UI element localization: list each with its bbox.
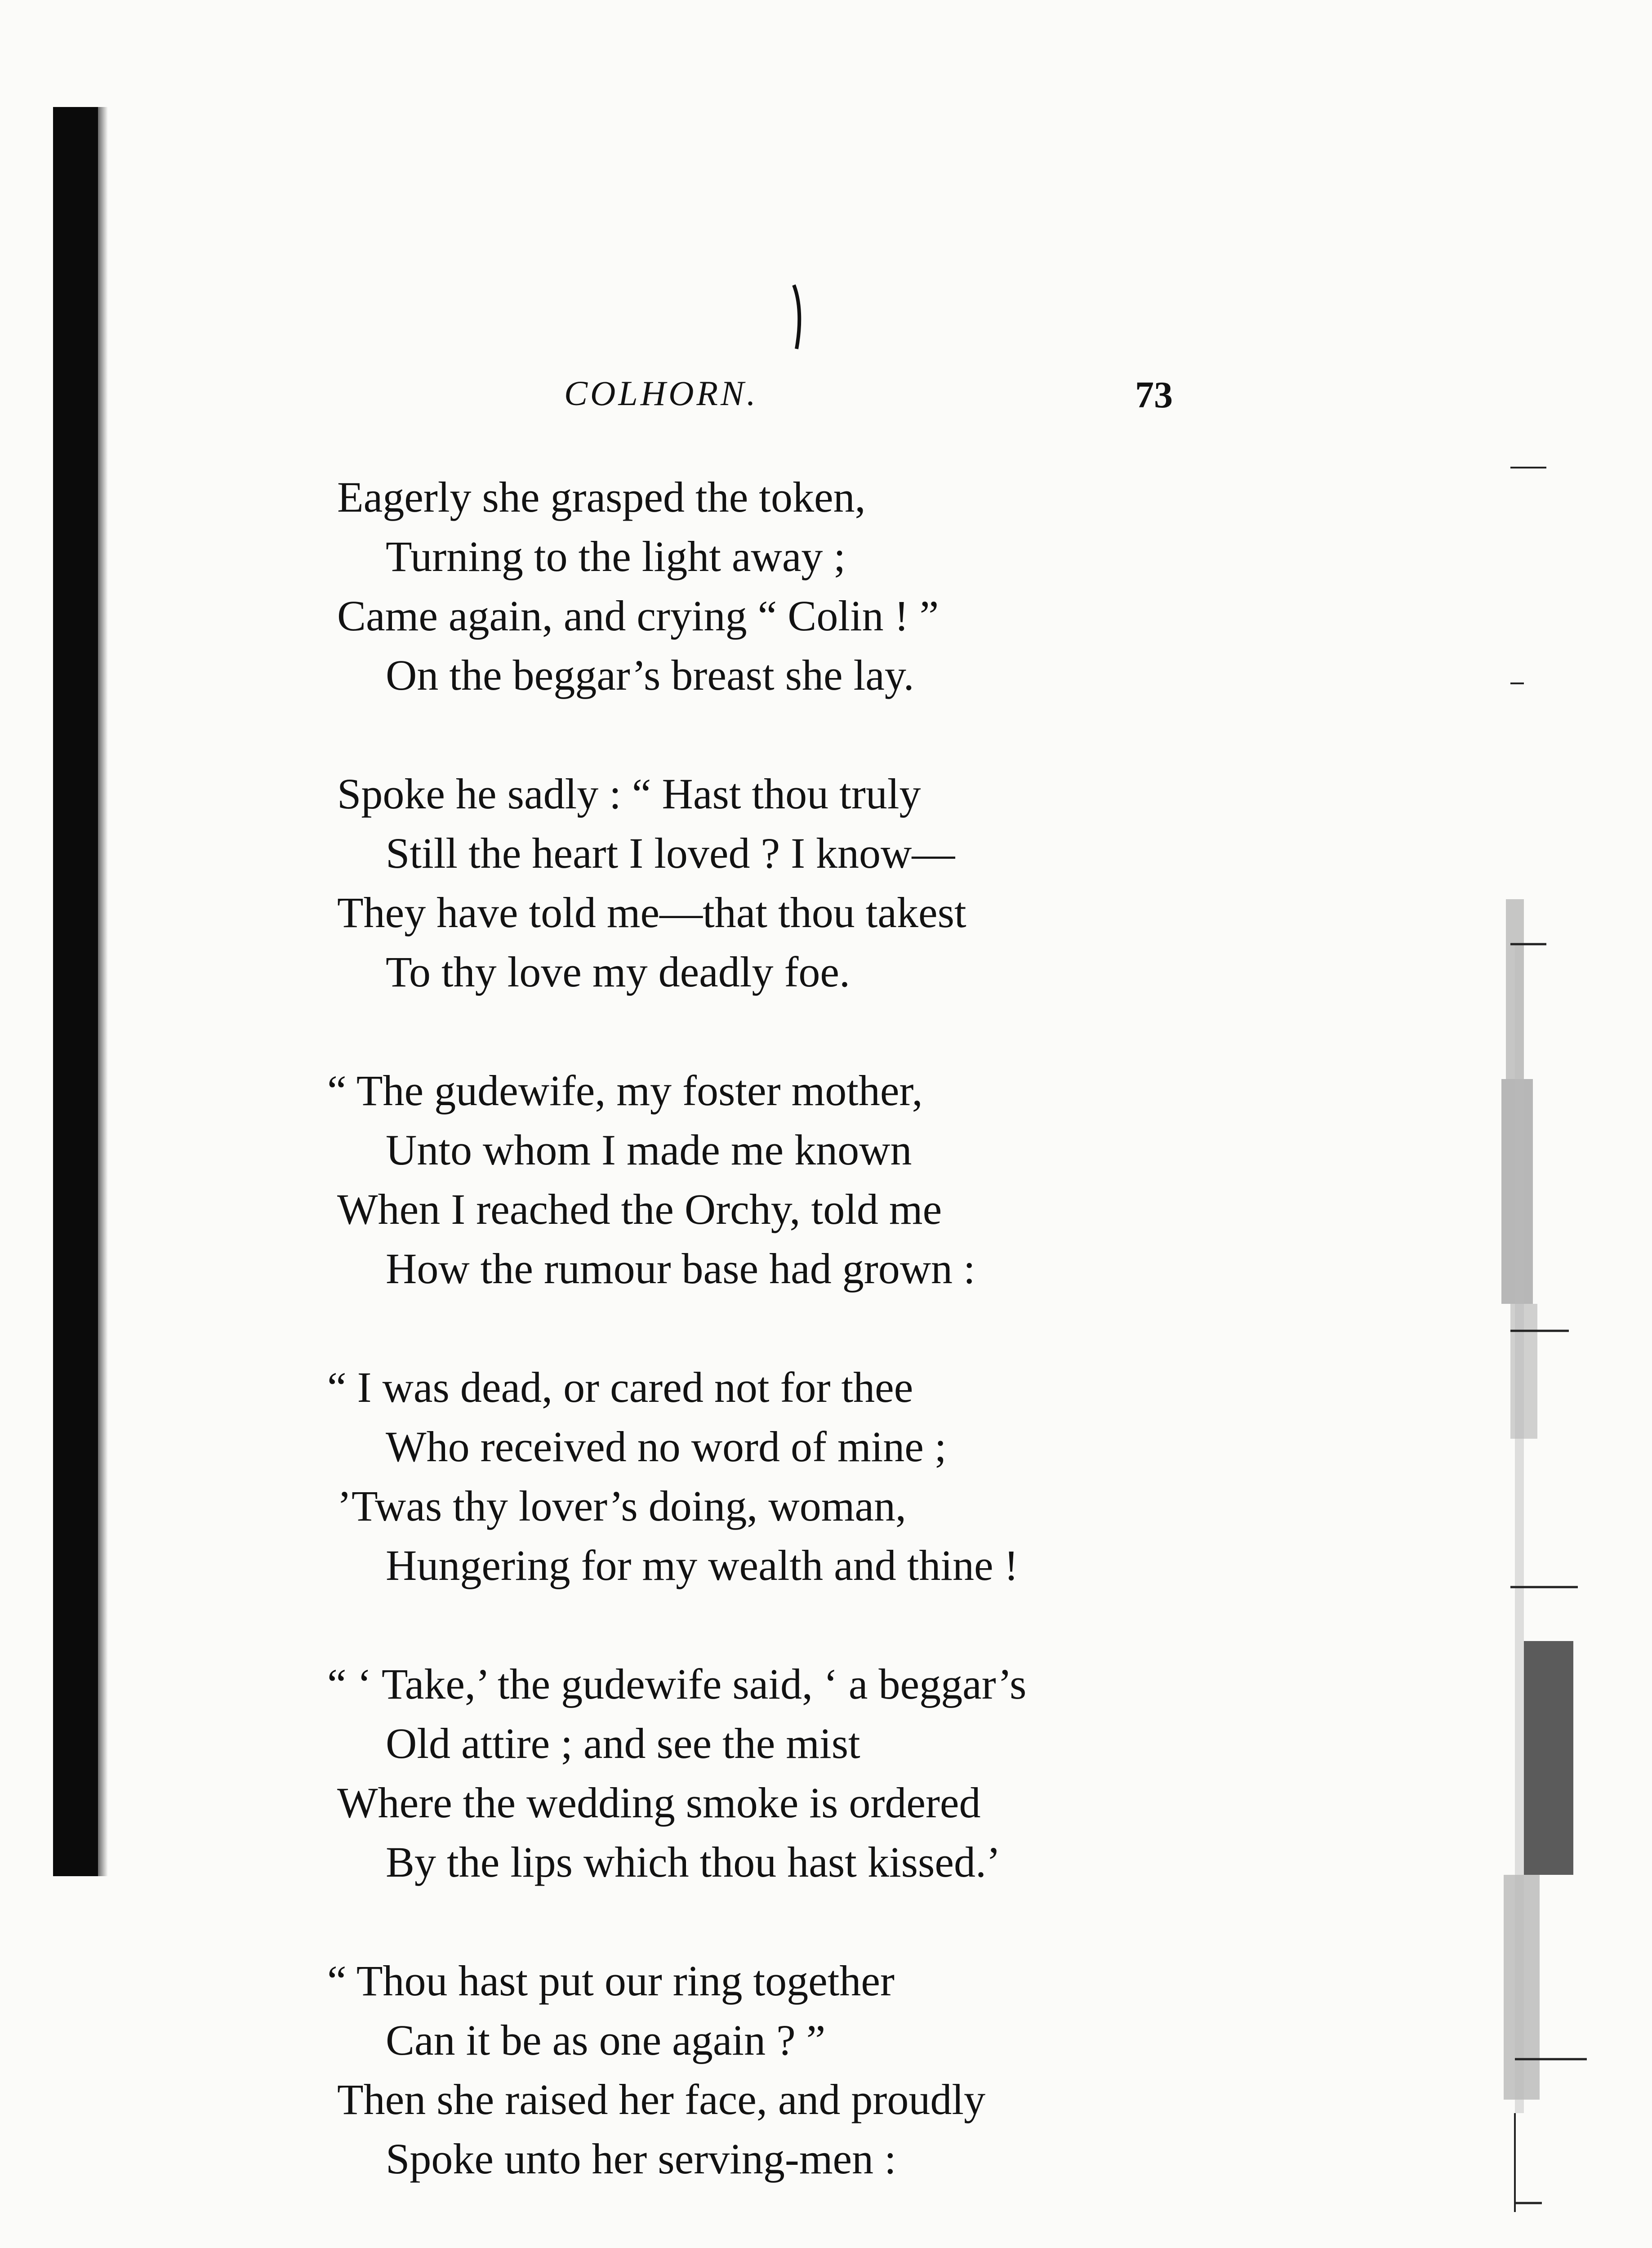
poem-line: Where the wedding smoke is ordered: [337, 1779, 981, 1827]
poem-line: When I reached the Orchy, told me: [337, 1185, 942, 1233]
poem-text: [327, 468, 1394, 2248]
poem-line: “ I was dead, or cared not for thee: [327, 1363, 913, 1411]
poem-line: “ ‘ Take,’ the gudewife said, ‘ a beggar’s: [327, 1660, 1027, 1708]
stanza: [327, 1951, 1394, 2189]
binding-gradient: [98, 107, 108, 1876]
poem-line: On the beggar’s breast she lay.: [386, 651, 914, 699]
stanza: [337, 764, 1394, 1002]
poem-line: Spoke he sadly : “ Hast thou truly: [337, 770, 921, 818]
poem-line: “ Thou hast put our ring together: [327, 1957, 895, 2005]
stanza: [327, 1655, 1394, 1892]
poem-line: Can it be as one again ? ”: [386, 2016, 826, 2064]
poem-line: Then she raised her face, and proudly: [337, 2075, 986, 2123]
poem-line: Turning to the light away ;: [386, 532, 846, 580]
poem-line: To thy love my deadly foe.: [386, 948, 850, 996]
poem-line: Eagerly she grasped the token,: [337, 473, 866, 521]
poem-line: They have told me—that thou takest: [337, 888, 966, 937]
poem-line: Hungering for my wealth and thine !: [386, 1541, 1019, 1589]
poem-line: Still the heart I loved ? I know—: [386, 829, 955, 877]
poem-line: Who received no word of mine ;: [386, 1423, 947, 1471]
poem-line: Old attire ; and see the mist: [386, 1719, 860, 1767]
page-number: 73: [1135, 374, 1173, 416]
running-head: COLHORN.: [564, 374, 758, 413]
page-edge-lines: [1506, 0, 1641, 2248]
poem-line: Came again, and crying “ Colin ! ”: [337, 592, 939, 640]
stanza: [327, 1061, 1394, 1298]
poem-line: ’Twas thy lover’s doing, woman,: [337, 1482, 906, 1530]
poem-line: “ The gudewife, my foster mother,: [327, 1066, 923, 1115]
poem-line: How the rumour base had grown :: [386, 1244, 975, 1293]
stray-mark: [791, 283, 805, 351]
binding-shadow-bar: [53, 107, 98, 1876]
stanza: [327, 1358, 1394, 1595]
poem-line: By the lips which thou hast kissed.’: [386, 1838, 1001, 1886]
poem-line: Spoke unto her serving-men :: [386, 2135, 896, 2183]
stanza: [337, 468, 1394, 705]
poem-line: Unto whom I made me known: [386, 1126, 912, 1174]
